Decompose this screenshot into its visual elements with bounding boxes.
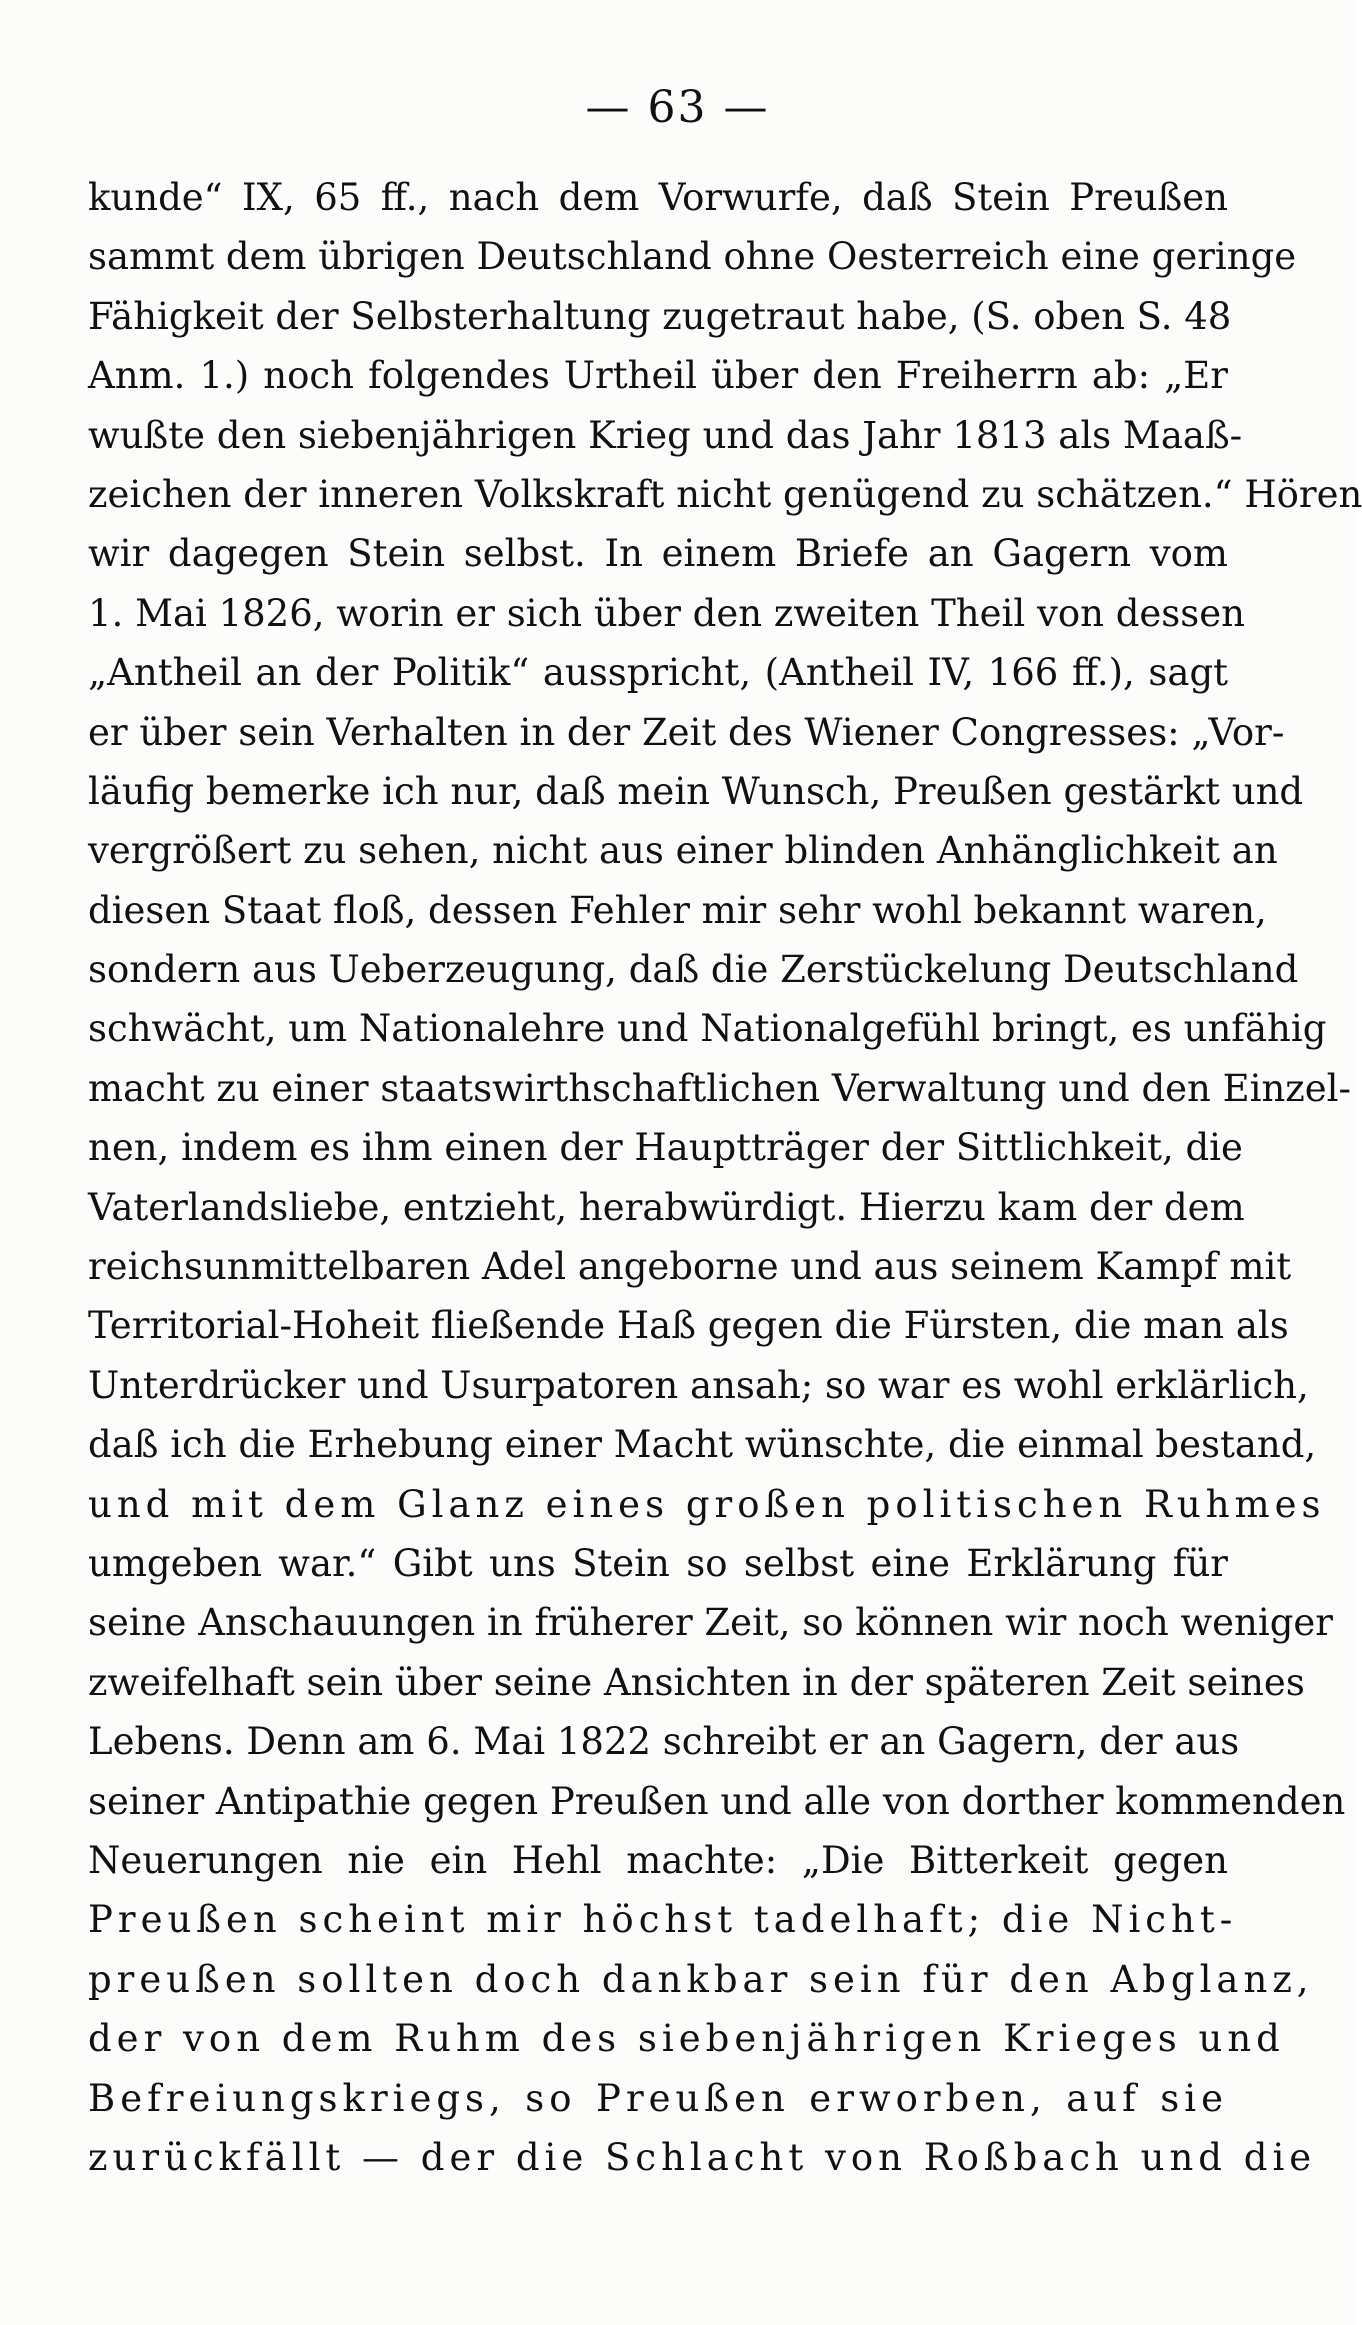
text-line: seine Anschauungen in früherer Zeit, so können wir noch weniger <box>88 1601 1333 1645</box>
text-line: Preußen scheint mir höchst tadelhaft; die Nicht- <box>88 1898 1238 1942</box>
text-line: Vaterlandsliebe, entzieht, herabwürdigt. Hierzu kam der dem <box>88 1185 1245 1229</box>
text-line: Unterdrücker und Usurpatoren ansah; so war es wohl erklärlich, <box>88 1363 1309 1407</box>
text-line: diesen Staat floß, dessen Fehler mir sehr wohl bekannt waren, <box>88 888 1267 932</box>
text-line: Territorial-Hoheit fließende Haß gegen die Fürsten, die man als <box>88 1304 1289 1348</box>
text-line: nen, indem es ihm einen der Hauptträger der Sittlichkeit, die <box>88 1126 1243 1170</box>
text-line: 1. Mai 1826, worin er sich über den zweiten Theil von dessen <box>88 591 1245 635</box>
text-line: wußte den siebenjährigen Krieg und das Jahr 1813 als Maaß- <box>88 413 1243 457</box>
text-line: vergrößert zu sehen, nicht aus einer blinden Anhänglichkeit an <box>88 829 1278 873</box>
page-number: — 63 — <box>585 82 770 133</box>
text-line: preußen sollten doch dankbar sein für den Abglanz, <box>88 1957 1314 2001</box>
text-line: macht zu einer staatswirthschaftlichen Verwaltung und den Einzel- <box>88 1066 1352 1110</box>
text-line: zweifelhaft sein über seine Ansichten in der späteren Zeit seines <box>88 1660 1305 1704</box>
text-line: sammt dem übrigen Deutschland ohne Oesterreich eine geringe <box>88 235 1297 279</box>
text-line: Neuerungen nie ein Hehl machte: „Die Bitterkeit gegen <box>88 1838 1228 1882</box>
text-line: läufig bemerke ich nur, daß mein Wunsch, Preußen gestärkt und <box>88 769 1304 813</box>
text-line: schwächt, um Nationalehre und Nationalgefühl bringt, es unfähig <box>88 1007 1327 1051</box>
text-line: er über sein Verhalten in der Zeit des Wiener Congresses: „Vor- <box>88 710 1285 754</box>
text-line: daß ich die Erhebung einer Macht wünschte, die einmal bestand, <box>88 1423 1317 1467</box>
text-line: und mit dem Glanz eines großen politischen Ruhmes <box>88 1482 1326 1526</box>
text-line: Fähigkeit der Selbsterhaltung zugetraut habe, (S. oben S. 48 <box>88 294 1232 338</box>
text-line: sondern aus Ueberzeugung, daß die Zerstückelung Deutschland <box>88 948 1299 992</box>
text-line: reichsunmittelbaren Adel angeborne und aus seinem Kampf mit <box>88 1245 1292 1289</box>
text-line: umgeben war.“ Gibt uns Stein so selbst eine Erklärung für <box>88 1541 1228 1585</box>
text-line: „Antheil an der Politik“ ausspricht, (Antheil IV, 166 ff.), sagt <box>88 651 1228 695</box>
text-line: Lebens. Denn am 6. Mai 1822 schreibt er an Gagern, der aus <box>88 1720 1240 1764</box>
text-line: Anm. 1.) noch folgendes Urtheil über den Freiherrn ab: „Er <box>88 354 1228 398</box>
text-line: zeichen der inneren Volkskraft nicht genügend zu schätzen.“ Hören <box>88 472 1362 516</box>
text-line: Befreiungskriegs, so Preußen erworben, auf sie <box>88 2076 1228 2120</box>
text-line: seiner Antipathie gegen Preußen und alle von dorther kommenden <box>88 1779 1346 1823</box>
text-line: der von dem Ruhm des siebenjährigen Krieges und <box>88 2017 1285 2061</box>
text-line: wir dagegen Stein selbst. In einem Briefe an Gagern vom <box>88 532 1228 576</box>
text-line: kunde“ IX, 65 ff., nach dem Vorwurfe, daß Stein Preußen <box>88 176 1228 219</box>
body-text <box>88 168 1362 2187</box>
text-line: zurückfällt — der die Schlacht von Roßbach und die <box>88 2135 1317 2179</box>
